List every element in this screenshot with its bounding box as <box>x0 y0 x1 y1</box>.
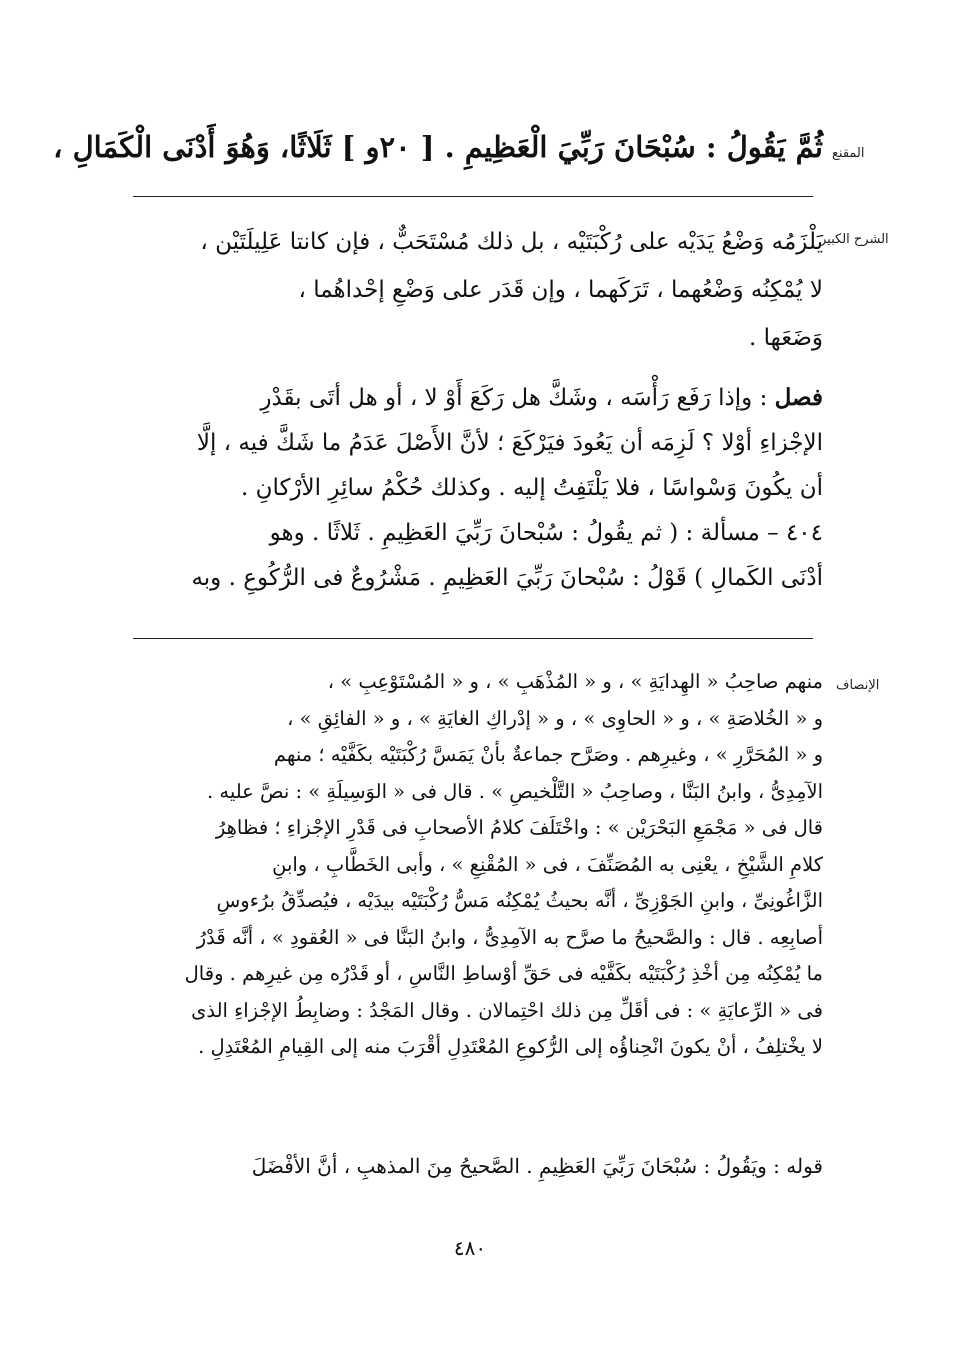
matn-text <box>53 125 823 169</box>
insaf-line: ما يُمْكِنُه مِن أخْذِ رُكْبَتَيْه بكَفَّيْه فى حَقِّ أوْساطِ النَّاسِ ، أو قَدْرُه مِن غيرِهم . وقال <box>184 962 823 985</box>
masala-line: ٤٠٤ – مسألة : ( ثم يقُولُ : سُبْحانَ رَبِّيَ العَظِيمِ . ثَلاثًا . وهو <box>269 520 823 546</box>
insaf-line: كلامِ الشَّيْخِ ، يعْنِى به المُصَنِّفَ ، فى « المُقْنِعِ » ، وأبى الخَطَّابِ ، وابنِ <box>272 852 823 876</box>
insaf-final <box>123 1148 823 1184</box>
fasl-line: الإجْزاءِ أوْلا ؟ لَزِمَه أن يَعُودَ فيَرْكَعَ ؛ لأنَّ الأَصْلَ عَدَمُ ما شَكَّ فيه ، إلَّا <box>196 430 823 456</box>
fasl-line <box>123 375 823 421</box>
insaf-line: لا يخْتلِفُ ، أنْ يكونَ انْحِناؤُه إلى الرُّكوعِ المُعْتَدِلِ أقْرَبَ منه إلى القِيامِ المُعْتَدِلِ . <box>198 1035 823 1058</box>
masala-line: أدْنَى الكَمالِ ) قَوْلُ : سُبْحانَ رَبِّيَ العَظِيمِ . مَشْرُوعٌ فى الرُّكُوعِ . وبه <box>191 565 823 591</box>
insaf-line: الزَّاغُونِىِّ ، وابنِ الجَوْزِىِّ ، أنَّه بحيثُ يُمْكِنُه مَسُّ رُكْبَتَيْه بيدَيْه ، فيُصدِّقُ برُءوسِ <box>216 889 823 912</box>
page-number: ٤٨٠ <box>453 1236 487 1260</box>
fasl-line: أن يكُونَ وَسْواسًا ، فلا يَلْتَفِتُ إليه . وكذلك حُكْمُ سائِرِ الأرْكانِ . <box>240 475 823 501</box>
insaf-line: فى « الرِّعايَةِ » : فى أقَلِّ مِن ذلك احْتِمالان . وقال المَجْدُ : وضابِطُ الإجْزاءِ الذى <box>191 998 823 1022</box>
insaf-line: قال فى « مَجْمَعِ البَحْرَيْن » : واخْتَلَفَ كلامُ الأصحابِ فى قَدْرِ الإجْزاءِ ؛ فظاهِرُ <box>215 816 823 839</box>
insaf-line: منهم صاحِبُ « الهِدايَةِ » ، و « المُذْهَبِ » ، و « المُسْتَوْعِبِ » ، <box>327 670 823 693</box>
sharh-line: لا يُمْكِنُه وَضْعُهما ، تَرَكَهما ، وإن قَدَر على وَضْعِ إحْداهُما ، <box>298 277 823 303</box>
sharh-line: يَلْزَمُه وَضْعُ يَدَيْه على رُكْبَتَيْه ، بل ذلك مُسْتَحَبٌّ ، فإن كانتا عَلِيلَتَيْن ، <box>200 229 823 255</box>
fasl-section <box>123 375 823 601</box>
divider-top <box>133 196 813 197</box>
insaf-line: و « المُحَرَّرِ » ، وغيرِهم . وصَرَّح جماعةٌ بأنْ يَمَسَّ رُكْبَتَيْه بكَفَّيْه ؛ منهم <box>273 743 823 766</box>
insaf-line: الآمِدِىُّ ، وابنُ البَنَّا ، وصاحِبُ « التَّلْخيصِ » . قال فى « الوَسِيلَةِ » : نصَّ عليه . <box>206 779 823 803</box>
divider-footnote <box>133 638 813 639</box>
insaf-line: و « الخُلاصَةِ » ، و « الحاوِى » ، و « إدْراكِ الغايَةِ » ، و « الفائِقِ » ، <box>287 706 823 730</box>
insaf-line: أصابِعِه . قال : والصَّحيحُ ما صرَّح به الآمِدِىُّ ، وابنُ البَنَّا فى « العُقودِ » ، أنَّه قَدْرُ <box>196 925 823 949</box>
label-insaf: الإنصاف <box>836 678 880 693</box>
insaf-final-line: قوله : ويَقُولُ : سُبْحَانَ رَبِّيَ العَظِيمِ . الصَّحيحُ مِنَ المذهبِ ، أنَّ الأفْضَلَ <box>251 1154 823 1178</box>
sharh-text <box>123 218 823 362</box>
fasl-heading: فصل <box>774 384 823 411</box>
insaf-text <box>123 664 823 1066</box>
matn-line: ثُمَّ يَقُولُ : سُبْحَانَ رَبِّيَ الْعَظِيمِ . [ ٢٠و ] ثَلَاثًا، وَهُوَ أَدْنَى الْكَمَالِ ، <box>53 130 823 164</box>
sharh-line: وَضَعَها . <box>749 325 823 351</box>
label-muqni: المقنع <box>832 146 865 161</box>
fasl-line-text: : وإذا رَفَع رَأْسَه ، وشَكَّ هل رَكَعَ أَوْ لا ، أو هل أتَى بقَدْرِ <box>260 385 768 411</box>
label-sharh-kabir: الشرح الكبير <box>820 232 889 247</box>
